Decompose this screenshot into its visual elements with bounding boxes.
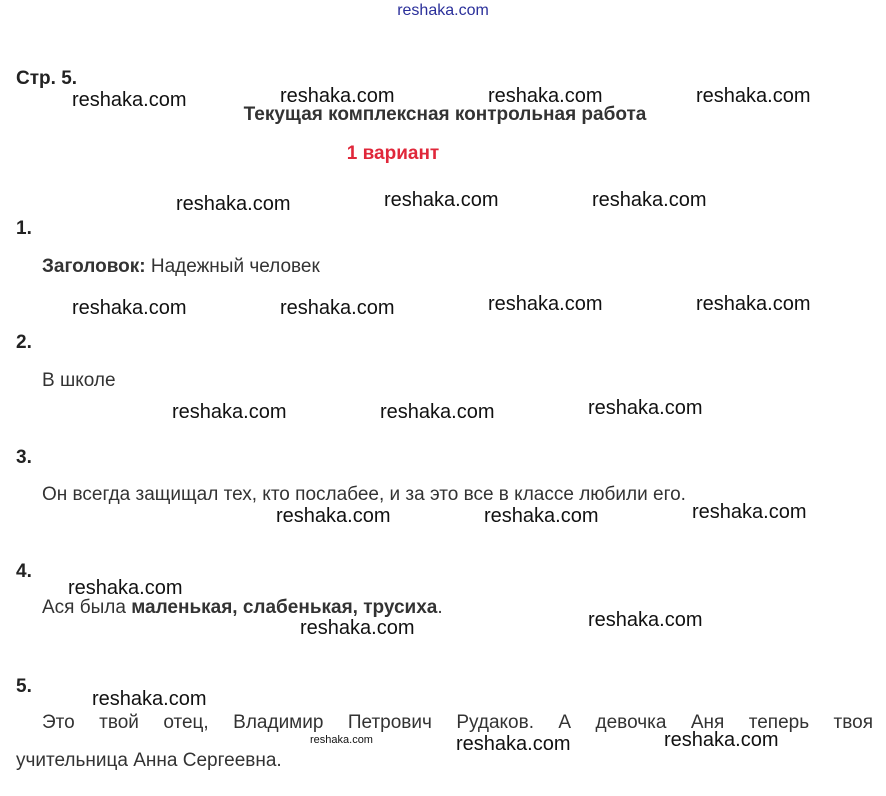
watermark: reshaka.com <box>484 505 599 527</box>
watermark: reshaka.com <box>276 505 391 527</box>
watermark: reshaka.com <box>72 89 187 111</box>
watermark: reshaka.com <box>696 85 811 107</box>
watermark: reshaka.com <box>488 293 603 315</box>
answer-4-prefix: Ася была <box>42 597 132 618</box>
watermark: reshaka.com <box>68 577 183 599</box>
watermark: reshaka.com <box>92 688 207 710</box>
watermark: reshaka.com <box>664 729 779 751</box>
page-title: Текущая комплексная контрольная работа <box>243 104 647 125</box>
watermark: reshaka.com <box>696 293 811 315</box>
watermark: reshaka.com <box>384 189 499 211</box>
watermark: reshaka.com <box>280 297 395 319</box>
answer-3: Он всегда защищал тех, кто послабее, и за это все в классе любили его. <box>42 484 686 505</box>
question-number-2: 2. <box>16 332 32 353</box>
page-label: Стр. 5. <box>16 68 78 89</box>
answer-1-label: Заголовок: <box>42 256 146 277</box>
watermark: reshaka.com <box>72 297 187 319</box>
watermark: reshaka.com <box>488 85 603 107</box>
answer-4-suffix: . <box>437 597 443 618</box>
watermark: reshaka.com <box>300 617 415 639</box>
variant-label: 1 вариант <box>346 143 440 164</box>
watermark: reshaka.com <box>588 609 703 631</box>
question-number-5: 5. <box>16 676 32 697</box>
answer-1 <box>42 256 320 278</box>
watermark: reshaka.com <box>176 193 291 215</box>
watermark: reshaka.com <box>172 401 287 423</box>
question-number-1: 1. <box>16 218 32 239</box>
answer-5-line-2: учительница Анна Сергеевна. <box>16 750 282 771</box>
answer-5-line-1: Это твой отец, Владимир Петрович Рудаков. А девочка Аня теперь твоя <box>42 712 873 733</box>
watermark: reshaka.com <box>592 189 707 211</box>
watermark-small: reshaka.com <box>310 734 373 746</box>
watermark: reshaka.com <box>588 397 703 419</box>
answer-2: В школе <box>42 370 116 391</box>
watermark: reshaka.com <box>280 85 395 107</box>
site-header[interactable]: reshaka.com <box>397 2 489 19</box>
question-number-3: 3. <box>16 447 32 468</box>
answer-1-text: Надежный человек <box>145 256 320 277</box>
answer-4-bold: маленькая, слабенькая, трусиха <box>131 597 438 618</box>
question-number-4: 4. <box>16 561 32 582</box>
watermark: reshaka.com <box>456 733 571 755</box>
watermark: reshaka.com <box>380 401 495 423</box>
answer-4 <box>42 597 443 619</box>
watermark: reshaka.com <box>692 501 807 523</box>
